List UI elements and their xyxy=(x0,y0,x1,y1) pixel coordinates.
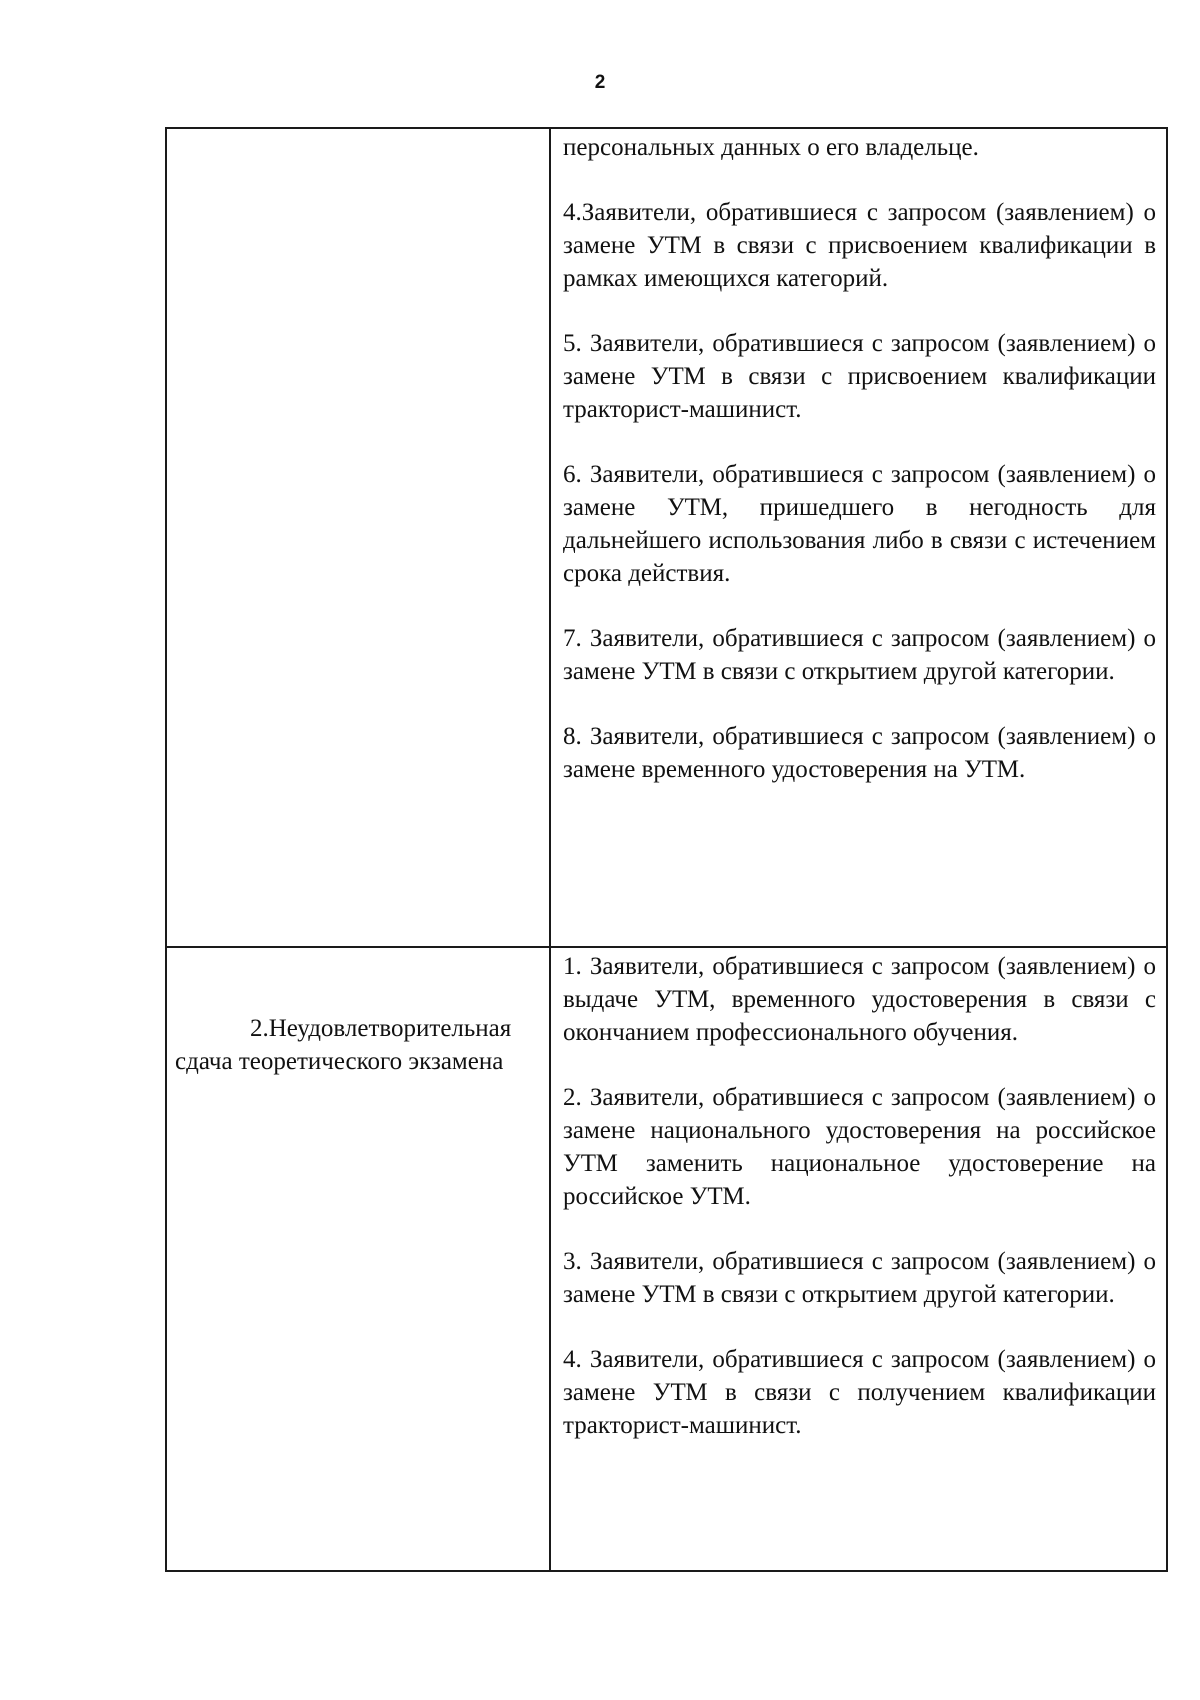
row2-item-2: 2. Заявители, обратившиеся с запросом (заявлением) о замене национального удостоверения на российское УТМ заменить национальное удостоверение на российское УТМ. xyxy=(563,1084,1156,1210)
row1-item-5: 5. Заявители, обратившиеся с запросом (заявлением) о замене УТМ в связи с присвоением квалификации тракторист-машинист. xyxy=(563,330,1156,423)
row2-reason-cell xyxy=(166,947,550,1571)
row1-item-7: 7. Заявители, обратившиеся с запросом (заявлением) о замене УТМ в связи с открытием другой категории. xyxy=(563,625,1156,685)
grounds-table xyxy=(165,127,1168,1572)
row1-item-4: 4.Заявители, обратившиеся с запросом (заявлением) о замене УТМ в связи с присвоением квалификации в рамках имеющихся категорий. xyxy=(563,199,1156,292)
row2-item-4: 4. Заявители, обратившиеся с запросом (заявлением) о замене УТМ в связи с получением квалификации тракторист-машинист. xyxy=(563,1346,1156,1439)
row2-applicants-cell xyxy=(550,947,1167,1571)
table-row xyxy=(166,128,1167,947)
row1-item-6: 6. Заявители, обратившиеся с запросом (заявлением) о замене УТМ, пришедшего в негодность для дальнейшего использования либо в связи с истечением срока действия. xyxy=(563,461,1156,587)
row2-item-1: 1. Заявители, обратившиеся с запросом (заявлением) о выдаче УТМ, временного удостоверения в связи с окончанием профессионального обучения. xyxy=(563,953,1156,1046)
row2-reason-text: 2.Неудовлетворительная сдача теоретического экзамена xyxy=(175,1015,512,1075)
row2-item-3: 3. Заявители, обратившиеся с запросом (заявлением) о замене УТМ в связи с открытием другой категории. xyxy=(563,1248,1156,1308)
table-row xyxy=(166,947,1167,1571)
row1-item-continuation: персональных данных о его владельце. xyxy=(563,134,979,161)
row1-applicants-cell xyxy=(550,128,1167,947)
row1-reason-cell xyxy=(166,128,550,947)
row1-item-8: 8. Заявители, обратившиеся с запросом (заявлением) о замене временного удостоверения на УТМ. xyxy=(563,723,1156,783)
page-number: 2 xyxy=(594,72,606,93)
